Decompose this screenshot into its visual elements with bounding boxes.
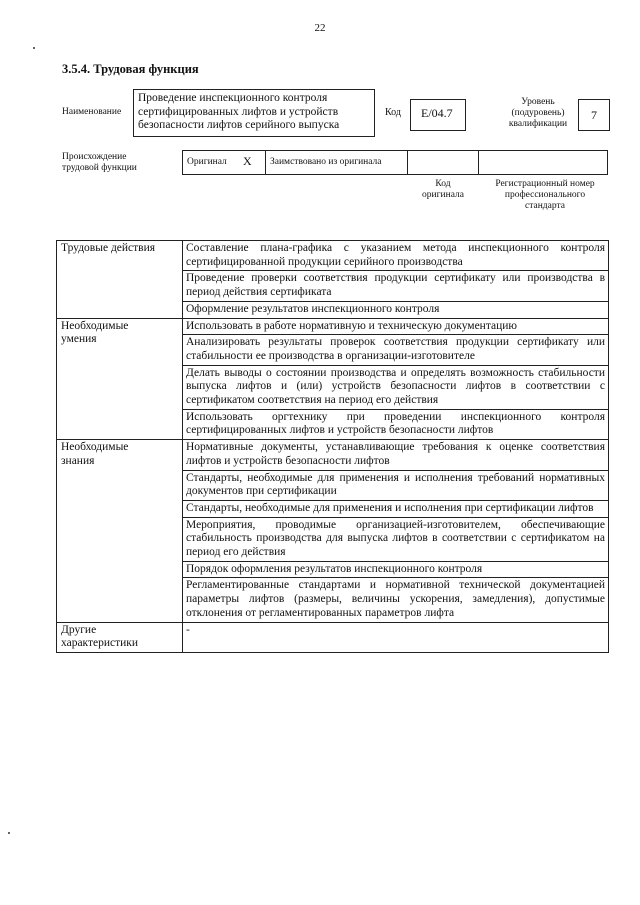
code-label: Код bbox=[385, 107, 401, 118]
origin-original-mark: X bbox=[243, 154, 252, 168]
origin-label: Происхождение трудовой функции bbox=[62, 152, 137, 173]
origin-code-cell bbox=[407, 150, 479, 175]
section-item: Делать выводы о состоянии производства и определять возможность стабильности выпуска лифтов и (или) устройств безопасности лифтов в соответствии с сертификатом соответствия на период его действия bbox=[183, 365, 609, 409]
origin-original-cell bbox=[182, 150, 266, 175]
section-heading: 3.5.4. Трудовая функция bbox=[62, 62, 199, 76]
section-item: - bbox=[183, 622, 609, 652]
level-value-box: 7 bbox=[578, 99, 610, 131]
section-item: Оформление результатов инспекционного контроля bbox=[183, 301, 609, 318]
code-value-box: E/04.7 bbox=[410, 99, 466, 131]
labor-function-table bbox=[56, 240, 609, 653]
scan-speck bbox=[33, 47, 35, 49]
name-value-box: Проведение инспекционного контроля сертифицированных лифтов и устройств безопасности лифтов серийного выпуска bbox=[133, 89, 375, 137]
name-label: Наименование bbox=[62, 107, 122, 117]
section-title: Трудовые действия bbox=[57, 241, 183, 319]
origin-reg-cell bbox=[478, 150, 608, 175]
page-number: 22 bbox=[314, 22, 326, 34]
origin-original-label: Оригинал bbox=[187, 157, 227, 167]
table-row bbox=[57, 318, 609, 335]
section-item: Нормативные документы, устанавливающие требования к оценке соответствия лифтов и устройств безопасности лифтов bbox=[183, 440, 609, 470]
level-label: Уровень (подуровень) квалификации bbox=[508, 97, 568, 129]
section-title: Необходимые знания bbox=[57, 440, 183, 622]
origin-code-caption: Код оригинала bbox=[422, 179, 464, 200]
table-row bbox=[57, 622, 609, 652]
section-title: Необходимые умения bbox=[57, 318, 183, 440]
section-item: Проведение проверки соответствия продукции сертификату или производства в период действия сертификата bbox=[183, 271, 609, 301]
section-item: Мероприятия, проводимые организацией-изготовителем, обеспечивающие стабильность производства для выпуска лифтов в соответствии с сертификатом на период его действия bbox=[183, 517, 609, 561]
scan-speck bbox=[8, 832, 10, 834]
section-item: Использовать в работе нормативную и техническую документацию bbox=[183, 318, 609, 335]
table-row bbox=[57, 241, 609, 271]
section-item: Составление плана-графика с указанием метода инспекционного контроля сертифицированной продукции серийного производства bbox=[183, 241, 609, 271]
origin-borrowed-label: Заимствовано из оригинала bbox=[270, 157, 382, 167]
section-title: Другие характеристики bbox=[57, 622, 183, 652]
section-item: Стандарты, необходимые для применения и исполнения при сертификации лифтов bbox=[183, 500, 609, 517]
table-row bbox=[57, 440, 609, 470]
origin-row bbox=[182, 150, 608, 175]
section-item: Использовать оргтехнику при проведении инспекционного контроля сертифицированных лифтов и устройств безопасности лифтов bbox=[183, 409, 609, 439]
section-item: Анализировать результаты проверок соответствия продукции сертификату или стабильности ее производства в организации-изготовителе bbox=[183, 335, 609, 365]
origin-borrowed-cell bbox=[265, 150, 408, 175]
section-item: Порядок оформления результатов инспекционного контроля bbox=[183, 561, 609, 578]
section-item: Регламентированные стандартами и нормативной технической документацией параметры лифтов (размеры, величины ускорения, замедления), допустимые отклонения от регламентированных параметров лифта bbox=[183, 578, 609, 622]
origin-reg-caption: Регистрационный номер профессионального стандарта bbox=[495, 179, 595, 211]
section-item: Стандарты, необходимые для применения и исполнения требований нормативных документов при сертификации bbox=[183, 470, 609, 500]
